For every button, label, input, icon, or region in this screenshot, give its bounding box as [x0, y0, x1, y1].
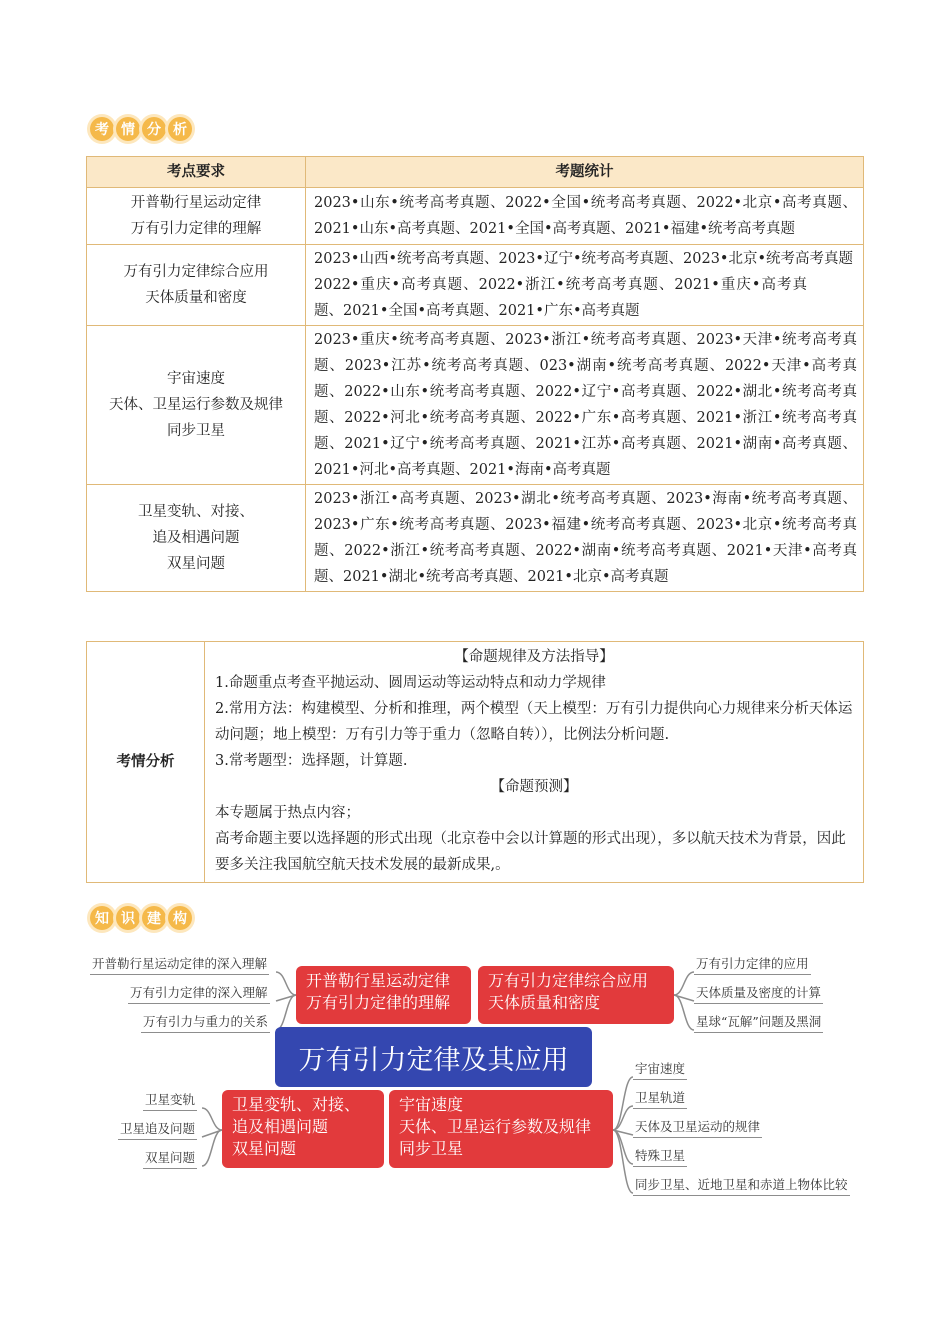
mindmap-leaf: 万有引力与重力的关系 — [141, 1014, 270, 1033]
node-line: 万有引力定律的理解 — [306, 993, 451, 1012]
mindmap-leaf: 卫星变轨 — [143, 1092, 197, 1111]
point-line: 天体、卫星运行参数及规律 — [109, 397, 283, 413]
banner-char: 构 — [168, 906, 192, 930]
node-line: 双星问题 — [232, 1139, 297, 1158]
paragraph: 本专题属于热点内容； — [215, 805, 360, 821]
node-line: 卫星变轨、对接、 — [232, 1095, 361, 1114]
mindmap-leaf: 宇宙速度 — [633, 1061, 687, 1080]
mindmap-node-orbit-change — [222, 1090, 384, 1168]
mindmap-leaf: 卫星追及问题 — [118, 1121, 197, 1140]
point-line: 宇宙速度 — [167, 371, 225, 387]
mindmap-leaf: 双星问题 — [143, 1150, 197, 1169]
mindmap-leaf: 星球“瓦解”问题及黑洞 — [694, 1014, 823, 1033]
banner-char: 情 — [116, 117, 140, 141]
section-heading: 【命题规律及方法指导】 — [454, 649, 614, 665]
paragraph: 2.常用方法：构建模型、分析和推理，两个模型（天上模型：万有引力提供向心力规律来分析天体运动问题；地上模型：万有引力等于重力（忽略自转）），比例法分析问题. — [215, 701, 853, 743]
mindmap-leaf: 天体质量及密度的计算 — [694, 985, 823, 1004]
point-line: 万有引力定律综合应用 — [123, 264, 269, 280]
point-line: 同步卫星 — [167, 423, 225, 439]
node-line: 同步卫星 — [399, 1139, 464, 1158]
stats-line: 2023•山西•统考高考真题、2023•辽宁•统考高考真题、2023•北京•统考高考真题 — [314, 251, 854, 267]
node-line: 天体质量和密度 — [488, 993, 601, 1012]
header-stats: 考题统计 — [306, 157, 864, 188]
paragraph: 3.常考题型：选择题，计算题. — [215, 753, 408, 769]
node-line: 开普勒行星运动定律 — [306, 971, 451, 990]
stats-cell: 2023•山东•统考高考真题、2022•全国•统考高考真题、2022•北京•高考真题、2021•山东•高考真题、2021•全国•高考真题、2021•福建•统考高考真题 — [306, 188, 864, 245]
point-line: 开普勒行星运动定律 — [130, 195, 262, 211]
banner-char: 考 — [90, 117, 114, 141]
mindmap-leaf: 天体及卫星运动的规律 — [633, 1119, 762, 1138]
header-points: 考点要求 — [87, 157, 306, 188]
mindmap-leaf: 万有引力定律的深入理解 — [128, 985, 270, 1004]
stats-cell: 2023•重庆•统考高考真题、2023•浙江•统考高考真题、2023•天津•统考高考真题、2023•江苏•统考高考真题、023•湖南•统考高考真题、2022•天津•高考真题、2022•山东•统考高考真题、2022•辽宁•高考真题、2022•湖北•统考高考真题、2022•河北•统考高考真题、2022•广东•高考真题、2021•浙江•统考高考真题、2021•辽宁•统考高考真题、2021•江苏•高考真题、2021•湖南•高考真题、2021•河北•高考真题、2021•海南•高考真题 — [306, 326, 864, 485]
point-line: 天体质量和密度 — [145, 290, 247, 306]
banner-char: 分 — [142, 117, 166, 141]
mindmap-leaf: 卫星轨道 — [633, 1090, 687, 1109]
banner-char: 析 — [168, 117, 192, 141]
stats-line: 2022•重庆•高考真题、2022•浙江•统考高考真题、2021•重庆•高考真题、2021•全国•高考真题、2021•广东•高考真题 — [314, 277, 807, 319]
mindmap-node-gravitation-application — [478, 966, 674, 1024]
node-line: 宇宙速度 — [399, 1095, 464, 1114]
point-line: 双星问题 — [167, 556, 225, 572]
mindmap-leaf: 特殊卫星 — [633, 1148, 687, 1167]
analysis-label: 考情分析 — [87, 642, 205, 883]
mindmap-leaf: 同步卫星、近地卫星和赤道上物体比较 — [633, 1177, 850, 1196]
banner-char: 知 — [90, 906, 114, 930]
mindmap-node-kepler — [296, 966, 471, 1024]
section-heading: 【命题预测】 — [490, 779, 578, 795]
node-line: 万有引力定律综合应用 — [488, 971, 649, 990]
mindmap-node-cosmic-velocity — [389, 1090, 613, 1168]
stats-cell: 2023•浙江•高考真题、2023•湖北•统考高考真题、2023•海南•统考高考真题、2023•广东•统考高考真题、2023•福建•统考高考真题、2023•北京•统考高考真题、2022•浙江•统考高考真题、2022•湖南•统考高考真题、2021•天津•高考真题、2021•湖北•统考高考真题、2021•北京•高考真题 — [306, 485, 864, 592]
node-line: 追及相遇问题 — [232, 1117, 329, 1136]
mindmap-leaf: 万有引力定律的应用 — [694, 956, 811, 975]
banner-char: 识 — [116, 906, 140, 930]
banner-char: 建 — [142, 906, 166, 930]
mindmap-leaf: 开普勒行星运动定律的深入理解 — [90, 956, 269, 975]
point-line: 卫星变轨、对接、 — [138, 504, 254, 520]
point-line: 万有引力定律的理解 — [130, 221, 262, 237]
mindmap-center-node: 万有引力定律及其应用 — [275, 1027, 592, 1087]
paragraph: 1.命题重点考查平抛运动、圆周运动等运动特点和动力学规律 — [215, 675, 606, 691]
node-line: 天体、卫星运行参数及规律 — [399, 1117, 592, 1136]
point-line: 追及相遇问题 — [152, 530, 240, 546]
paragraph: 高考命题主要以选择题的形式出现（北京卷中会以计算题的形式出现），多以航天技术为背景，因此要多关注我国航空航天技术发展的最新成果,。 — [215, 831, 846, 873]
